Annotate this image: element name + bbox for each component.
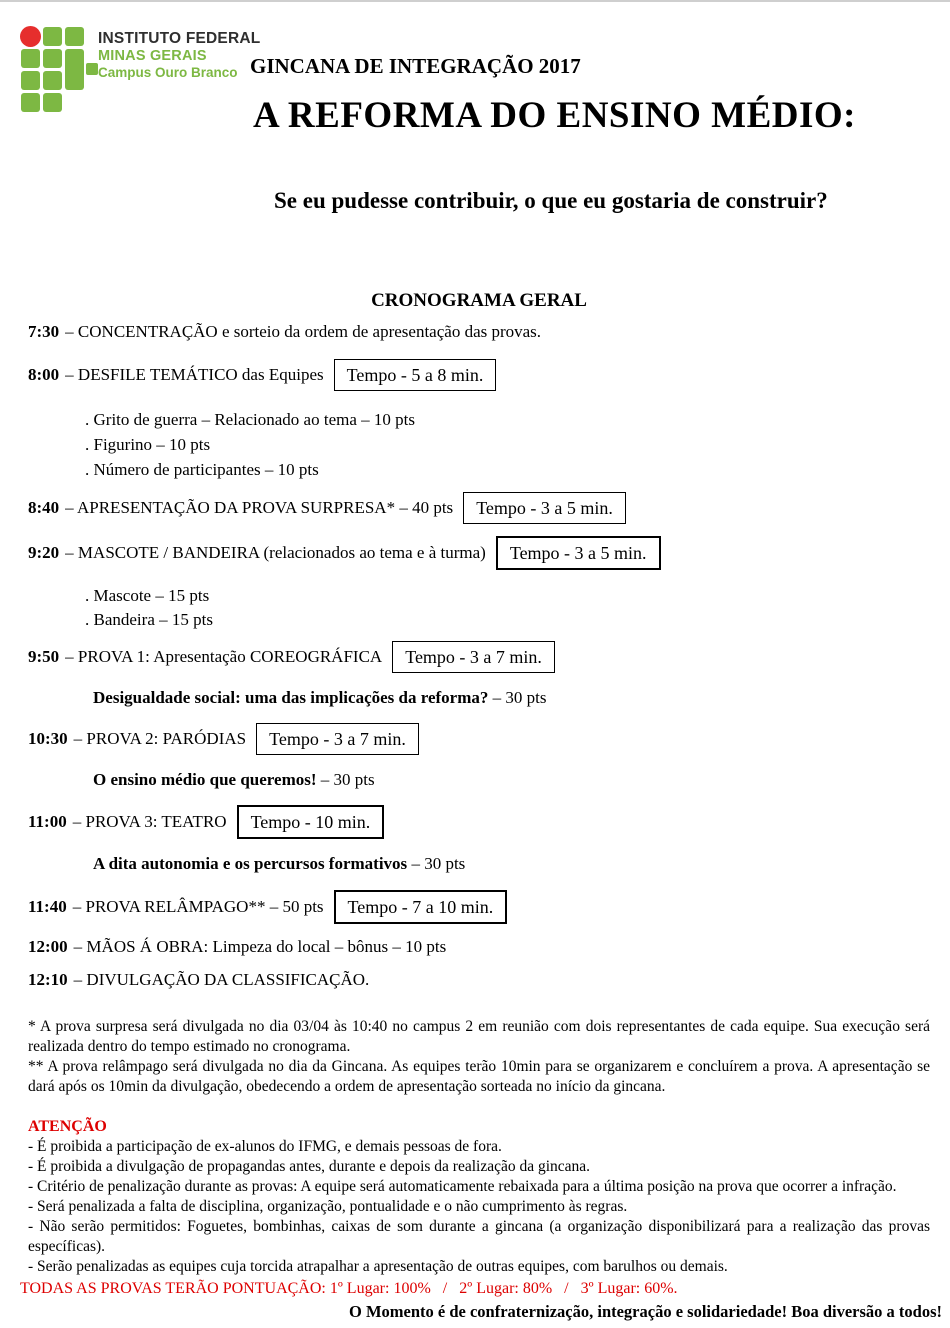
schedule-text: – DESFILE TEMÁTICO das Equipes	[65, 365, 324, 384]
schedule-text: – CONCENTRAÇÃO e sorteio da ordem de apresentação das provas.	[65, 322, 542, 341]
schedule-section	[20, 285, 942, 1322]
theme-title: A dita autonomia e os percursos formativos	[93, 854, 408, 873]
scoring-line: TODAS AS PROVAS TERÃO PONTUAÇÃO: 1º Lugar: 100% / 2º Lugar: 80% / 3º Lugar: 60%.	[20, 1280, 678, 1297]
subitem: . Mascote – 15 pts	[85, 586, 210, 605]
schedule-time: 12:10	[28, 970, 68, 989]
attention-item: - Critério de penalização durante as provas: A equipe será automaticamente rebaixada para a última posição na prova que ocorrer a infração.	[28, 1178, 897, 1195]
schedule-row-1140	[28, 890, 930, 924]
footnotes	[28, 1017, 930, 1097]
closing-line: O Momento é de confraternização, integração e solidariedade! Boa diversão a todos!	[349, 1302, 942, 1321]
schedule-text: – MÃOS Á OBRA: Limpeza do local – bônus – 10 pts	[73, 937, 447, 956]
schedule-row-840	[28, 492, 930, 524]
schedule-row-730	[28, 321, 930, 343]
logo-square-icon	[43, 27, 62, 46]
logo-square-icon	[21, 71, 40, 90]
tempo-box: Tempo - 10 min.	[237, 805, 385, 839]
logo-square-icon	[21, 49, 40, 68]
schedule-row-920	[28, 536, 930, 570]
logo-square-icon	[65, 27, 84, 46]
footnote-surpresa: * A prova surpresa será divulgada no dia 03/04 às 10:40 no campus 2 em reunião com dois representantes de cada equipe. Sua execução será realizada dentro do tempo estimado no cronograma.	[28, 1018, 930, 1055]
schedule-time: 12:00	[28, 937, 68, 956]
schedule-subitems	[85, 407, 930, 482]
logo-square-icon	[43, 49, 62, 68]
logo-nub-icon	[86, 63, 98, 75]
subtitle-question: Se eu pudesse contribuir, o que eu gostaria de construir?	[274, 188, 828, 213]
prova-theme	[93, 687, 930, 709]
subitem: . Grito de guerra – Relacionado ao tema – 10 pts	[85, 410, 415, 429]
attention-item: - É proibida a participação de ex-alunos do IFMG, e demais pessoas de fora.	[28, 1138, 502, 1155]
logo-line-minas-gerais: MINAS GERAIS	[98, 48, 207, 65]
logo-square-icon	[21, 93, 40, 112]
theme-title: O ensino médio que queremos!	[93, 770, 317, 789]
footnote-relampago: ** A prova relâmpago será divulgada no dia da Gincana. As equipes terão 10min para se organizarem e concluírem a prova. A apresentação se dará após os 10min da divulgação, obedecendo a ordem de apresentação sorteada no início da gincana.	[28, 1058, 930, 1095]
subitem: . Figurino – 10 pts	[85, 435, 211, 454]
schedule-time: 11:00	[28, 812, 67, 831]
schedule-row-800	[28, 359, 930, 391]
logo-text	[98, 30, 260, 81]
event-title: GINCANA DE INTEGRAÇÃO 2017	[250, 54, 581, 78]
schedule-time: 9:20	[28, 543, 60, 562]
schedule-text: – MASCOTE / BANDEIRA (relacionados ao tema e à turma)	[65, 543, 486, 562]
theme-points: – 30 pts	[316, 770, 375, 789]
subitem: . Número de participantes – 10 pts	[85, 460, 319, 479]
schedule-row-1030	[28, 723, 930, 755]
logo-square-icon	[43, 93, 62, 112]
logo-square-icon	[43, 71, 62, 90]
tempo-box: Tempo - 5 a 8 min.	[334, 359, 497, 391]
attention-item: - Serão penalizadas as equipes cuja torcida atrapalhar a apresentação de outras equipes, com barulhos ou demais.	[28, 1258, 728, 1275]
schedule-row-1100	[28, 805, 930, 839]
schedule-text: – DIVULGAÇÃO DA CLASSIFICAÇÃO.	[73, 970, 370, 989]
schedule-text: – PROVA 1: Apresentação COREOGRÁFICA	[65, 647, 383, 666]
logo-red-circle-icon	[20, 26, 41, 47]
schedule-text: – PROVA 3: TEATRO	[72, 812, 227, 831]
schedule-row-1210	[28, 969, 930, 991]
theme-points: – 30 pts	[407, 854, 466, 873]
theme-title: Desigualdade social: uma das implicações da reforma?	[93, 688, 489, 707]
schedule-text: – PROVA RELÂMPAGO** – 50 pts	[72, 897, 324, 916]
schedule-text: – PROVA 2: PARÓDIAS	[73, 729, 247, 748]
attention-title: ATENÇÃO	[28, 1118, 107, 1135]
section-title: CRONOGRAMA GERAL	[371, 290, 587, 311]
schedule-time: 10:30	[28, 729, 68, 748]
attention-item: - Será penalizada a falta de disciplina, organização, pontualidade e o não cumprimento às regras.	[28, 1198, 628, 1215]
logo-line-campus: Campus Ouro Branco	[98, 65, 238, 81]
attention-item: - É proibida a divulgação de propagandas antes, durante e depois da realização da gincana.	[28, 1158, 591, 1175]
attention-item: - Não serão permitidos: Foguetes, bombinhas, caixas de som durante a gincana (a organização disponibilizará para a realização das provas específicas).	[28, 1218, 930, 1255]
schedule-time: 8:00	[28, 365, 60, 384]
theme-points: – 30 pts	[488, 688, 547, 707]
schedule-time: 9:50	[28, 647, 60, 666]
schedule-row-950	[28, 641, 930, 673]
main-title: A REFORMA DO ENSINO MÉDIO:	[253, 95, 856, 136]
logo-line-instituto: INSTITUTO FEDERAL	[98, 30, 261, 47]
schedule-time: 7:30	[28, 322, 60, 341]
tempo-box: Tempo - 3 a 7 min.	[392, 641, 555, 673]
tempo-box: Tempo - 3 a 7 min.	[256, 723, 419, 755]
schedule-row-1200	[28, 936, 930, 958]
tempo-box: Tempo - 7 a 10 min.	[334, 890, 508, 924]
prova-theme	[93, 853, 930, 875]
tempo-box: Tempo - 3 a 5 min.	[463, 492, 626, 524]
schedule-text: – APRESENTAÇÃO DA PROVA SURPRESA* – 40 pts	[65, 498, 454, 517]
tempo-box: Tempo - 3 a 5 min.	[496, 536, 661, 570]
prova-theme	[93, 769, 930, 791]
subitem: . Bandeira – 15 pts	[85, 610, 213, 629]
logo-bar-icon	[65, 49, 84, 90]
schedule-time: 8:40	[28, 498, 60, 517]
schedule-time: 11:40	[28, 897, 67, 916]
schedule-subitems	[85, 584, 930, 632]
